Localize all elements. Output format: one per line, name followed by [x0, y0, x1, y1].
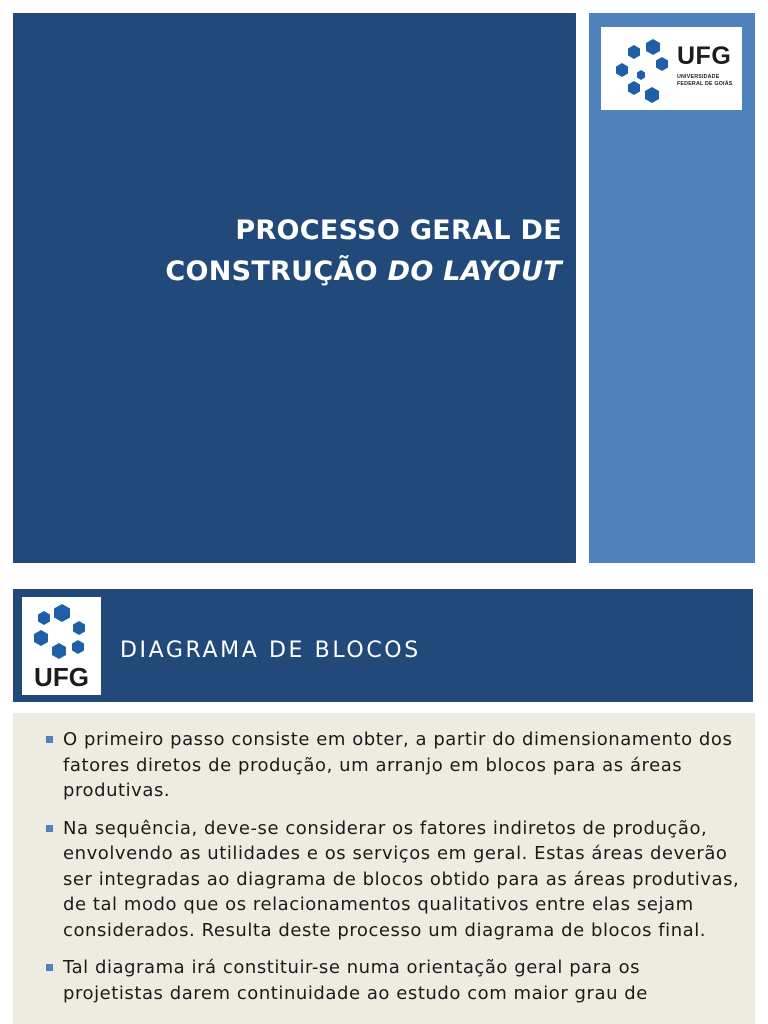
- slide-title-line2-italic: DO LAYOUT: [387, 256, 562, 287]
- bullet-square-icon: [46, 825, 53, 832]
- list-item: [13, 816, 755, 944]
- slide-title: [165, 210, 562, 292]
- bullet-text: O primeiro passo consiste em obter, a partir do dimensionamento dos fatores diretos de produção, um arranjo em blocos para as áreas produtivas.: [63, 729, 733, 801]
- ufg-subtitle-line1: UNIVERSIDADE: [677, 74, 720, 80]
- ufg-wordmark: UFG: [677, 42, 732, 70]
- slide-title-line1: PROCESSO GERAL DE: [235, 215, 562, 246]
- bullet-text: Na sequência, deve-se considerar os fatores indiretos de produção, envolvendo as utilidades e os serviços em geral. Estas áreas deverão ser integradas ao diagrama de blocos obtido para as áreas produtivas, de tal modo que os relacionamentos qualitativos entre elas sejam considerados. Resulta deste processo um diagrama de blocos final.: [63, 817, 740, 941]
- bullet-square-icon: [46, 736, 53, 743]
- ufg-logo-text: UFG: [34, 662, 89, 692]
- ufg-hexagons-small-icon: [22, 597, 101, 667]
- bullet-list: [13, 727, 755, 1018]
- bullet-square-icon: [46, 964, 53, 971]
- bullet-text: Tal diagrama irá constituir-se numa orientação geral para os projetistas darem continuidade ao estudo com maior grau de: [63, 957, 648, 1004]
- slide-title-line2-normal: CONSTRUÇÃO: [165, 256, 388, 287]
- content-area: [13, 713, 755, 1024]
- list-item: [13, 955, 755, 1006]
- list-item: [13, 727, 755, 804]
- slide-title-line2: [165, 251, 562, 292]
- ufg-subtitle-line2: FEDERAL DE GOIÁS: [677, 81, 733, 87]
- ufg-subtitle: [677, 74, 741, 88]
- section-title: DIAGRAMA DE BLOCOS: [120, 638, 421, 663]
